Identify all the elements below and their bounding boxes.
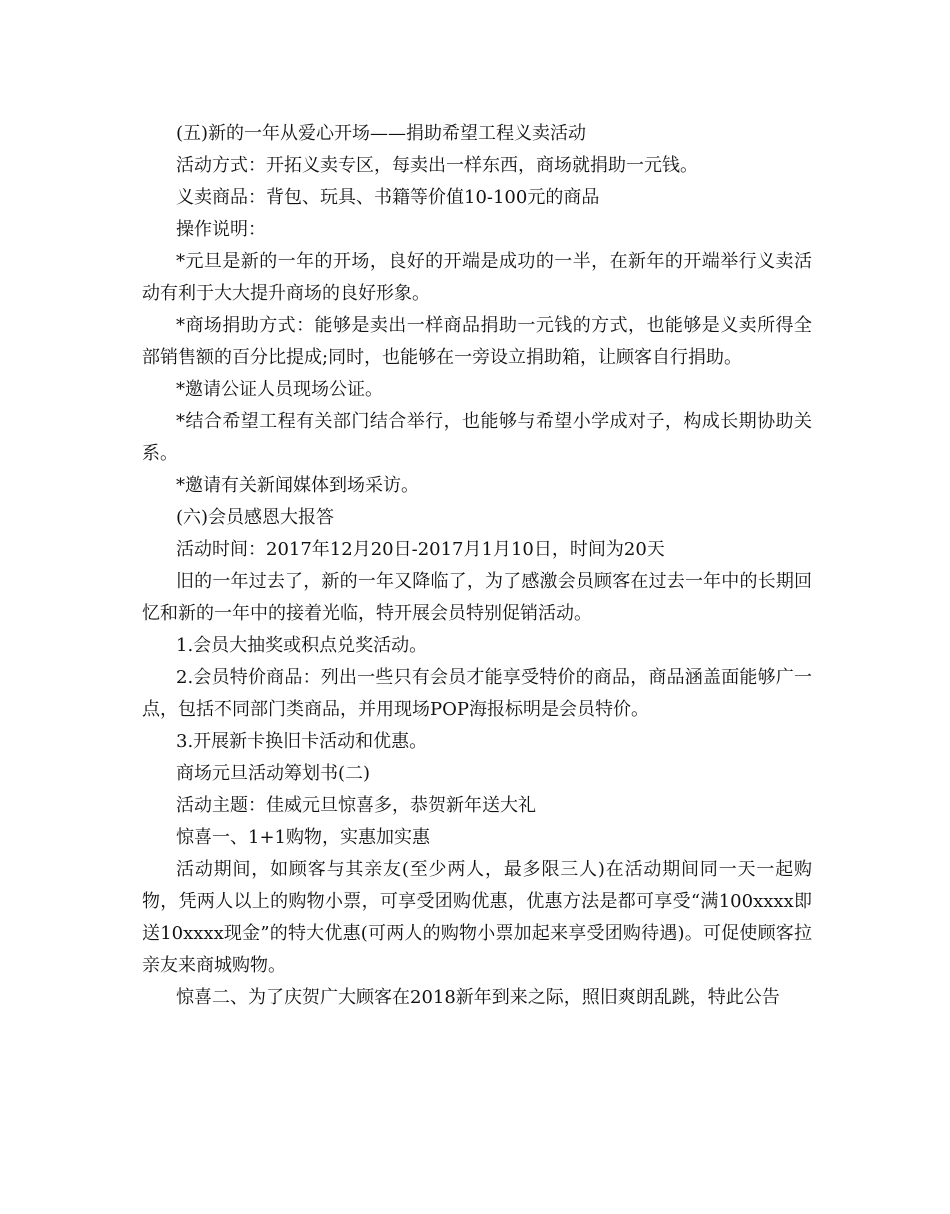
- paragraph: 3.开展新卡换旧卡活动和优惠。: [176, 731, 428, 752]
- paragraph: 操作说明：: [176, 219, 266, 240]
- paragraph: 义卖商品：背包、玩具、书籍等价值10-100元的商品: [176, 187, 600, 208]
- paragraph: *结合希望工程有关部门结合举行，也能够与希望小学成对子，构成长期协助关系。: [142, 411, 812, 464]
- document-body: [142, 118, 812, 1014]
- paragraph: 活动方式：开拓义卖专区，每卖出一样东西，商场就捐助一元钱。: [176, 155, 698, 176]
- section-heading: (六)会员感恩大报答: [176, 507, 335, 528]
- paragraph: 旧的一年过去了，新的一年又降临了，为了感激会员顾客在过去一年中的长期回忆和新的一年中的接着光临，特开展会员特别促销活动。: [142, 571, 812, 624]
- paragraph: *邀请有关新闻媒体到场采访。: [176, 475, 419, 496]
- paragraph: 惊喜二、为了庆贺广大顾客在2018新年到来之际，照旧爽朗乱跳，特此公告: [176, 987, 780, 1008]
- paragraph: 活动期间，如顾客与其亲友(至少两人，最多限三人)在活动期间同一天一起购物，凭两人以上的购物小票，可享受团购优惠，优惠方法是都可享受“满100xxxx即送10xxxx现金”的特大优惠(可两人的购物小票加起来享受团购待遇)。可促使顾客拉亲友来商城购物。: [142, 859, 812, 976]
- paragraph: (五)新的一年从爱心开场——捐助希望工程义卖活动: [176, 123, 587, 144]
- paragraph: *邀请公证人员现场公证。: [176, 379, 383, 400]
- paragraph: *元旦是新的一年的开场，良好的开端是成功的一半，在新年的开端举行义卖活动有利于大大提升商场的良好形象。: [142, 251, 812, 304]
- paragraph: *商场捐助方式：能够是卖出一样商品捐助一元钱的方式，也能够是义卖所得全部销售额的百分比提成;同时，也能够在一旁设立捐助箱，让顾客自行捐助。: [142, 315, 812, 368]
- paragraph: 惊喜一、1+1购物，实惠加实惠: [176, 827, 430, 848]
- paragraph: 1.会员大抽奖或积点兑奖活动。: [176, 635, 428, 656]
- paragraph: 活动主题：佳威元旦惊喜多，恭贺新年送大礼: [176, 795, 536, 816]
- document-title: 商场元旦活动筹划书(二): [176, 763, 371, 784]
- paragraph: 2.会员特价商品：列出一些只有会员才能享受特价的商品，商品涵盖面能够广一点，包括不同部门类商品，并用现场POP海报标明是会员特价。: [142, 667, 812, 720]
- paragraph: 活动时间：2017年12月20日-2017月1月10日，时间为20天: [176, 539, 665, 560]
